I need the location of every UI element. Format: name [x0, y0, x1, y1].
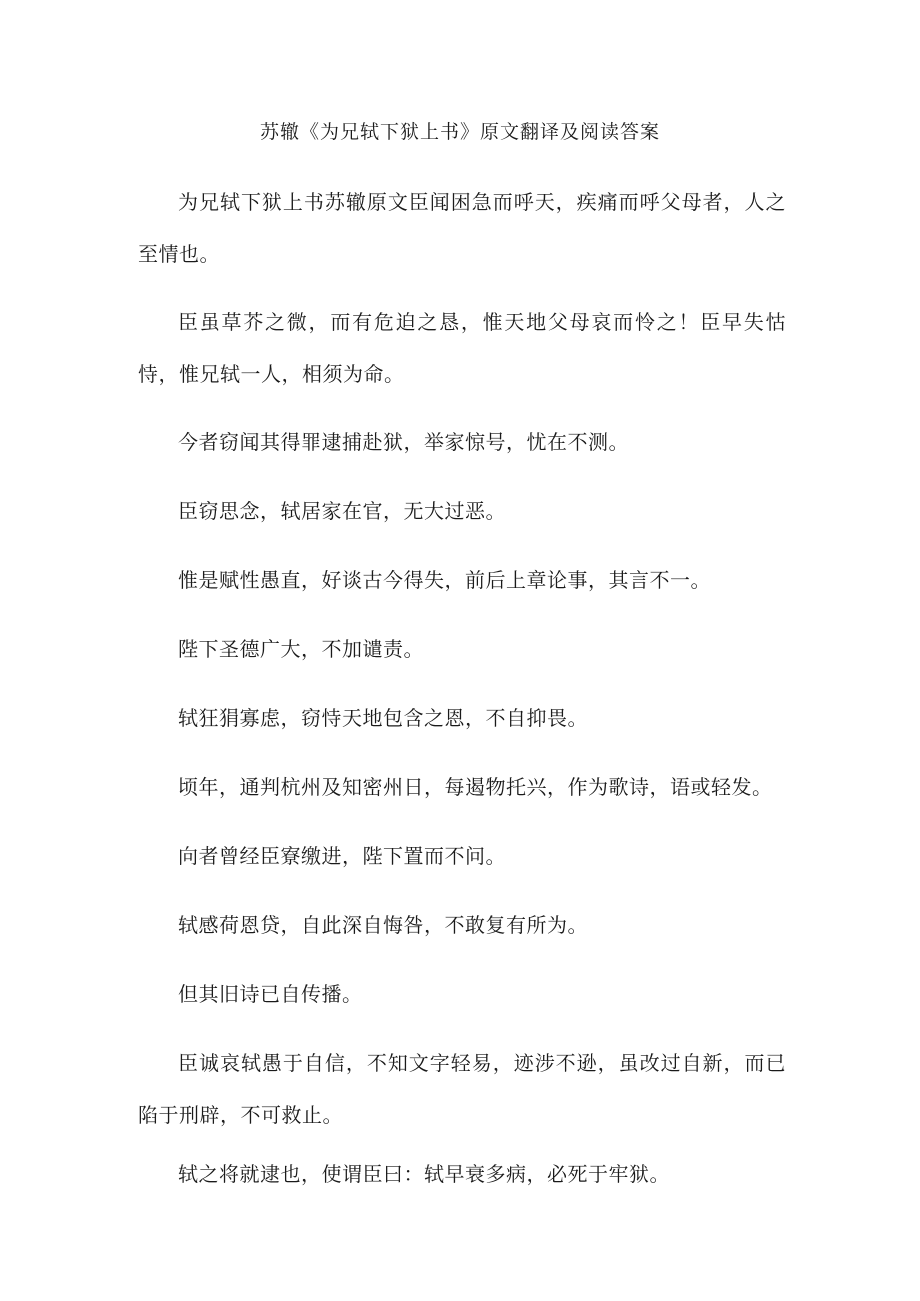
paragraph-8: 顷年，通判杭州及知密州日，每遏物托兴，作为歌诗，语或轻发。 — [178, 775, 773, 799]
paragraph-9: 向者曾经臣寮缴进，陛下置而不问。 — [178, 844, 506, 868]
paragraph-11: 但其旧诗已自传播。 — [178, 982, 363, 1006]
paragraph-10: 轼感荷恩贷，自此深自悔咎，不敢复有所为。 — [178, 913, 588, 937]
paragraph-2: 臣虽草芥之微，而有危迫之恳，惟天地父母哀而怜之！臣早失怙恃，惟兄轼一人，相须为命。 — [138, 310, 786, 386]
paragraph-6: 陛下圣德广大，不加谴责。 — [178, 637, 424, 661]
paragraph-4: 臣窃思念，轼居家在官，无大过恶。 — [178, 499, 506, 523]
paragraph-7: 轼狂狷寡虑，窃恃天地包含之恩，不自抑畏。 — [178, 706, 588, 730]
document-title: 苏辙《为兄轼下狱上书》原文翻译及阅读答案 — [259, 121, 660, 143]
paragraph-12: 臣诚哀轼愚于自信，不知文字轻易，迹涉不逊，虽改过自新，而已陷于刑辟，不可救止。 — [138, 1051, 786, 1127]
paragraph-13: 轼之将就逮也，使谓臣曰：轼早衰多病，必死于牢狱。 — [178, 1162, 670, 1186]
paragraph-5: 惟是赋性愚直，好谈古今得失，前后上章论事，其言不一。 — [178, 568, 711, 592]
paragraph-1: 为兄轼下狱上书苏辙原文臣闻困急而呼天，疾痛而呼父母者，人之至情也。 — [138, 190, 786, 266]
paragraph-3: 今者窃闻其得罪逮捕赴狱，举家惊号，忧在不测。 — [178, 430, 629, 454]
